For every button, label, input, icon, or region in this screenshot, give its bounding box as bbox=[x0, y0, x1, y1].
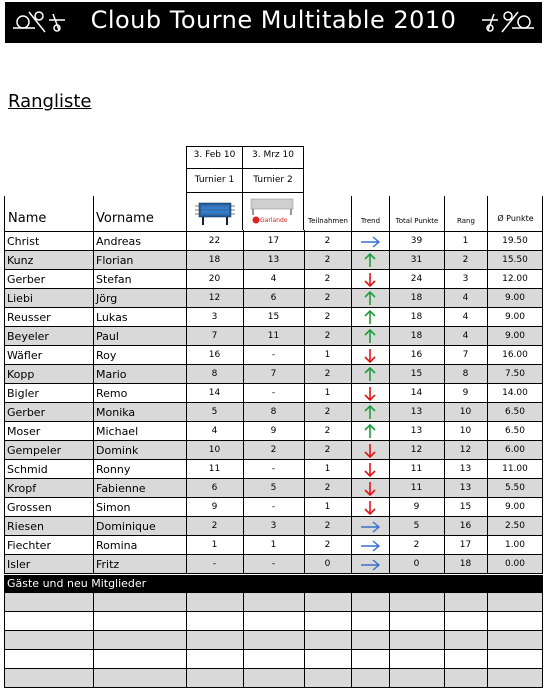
cell-teil: 1 bbox=[324, 502, 331, 512]
col-vorname-header: Vorname bbox=[96, 211, 154, 226]
cell-name: Christ bbox=[7, 235, 40, 248]
empty-row bbox=[4, 650, 543, 669]
cell-t1: 1 bbox=[211, 540, 218, 550]
cell-t2: 3 bbox=[270, 521, 277, 531]
trend-down-arrow-icon bbox=[357, 272, 383, 287]
cell-vorname: Monika bbox=[96, 406, 136, 419]
cell-t1: 10 bbox=[208, 445, 221, 455]
tournament-date: 3. Feb 10 bbox=[193, 150, 236, 160]
garlando-logo-text: Garlando bbox=[260, 217, 288, 224]
cell-t1: 2 bbox=[211, 521, 218, 531]
cell-t1: - bbox=[212, 559, 217, 569]
cell-avg: 14.00 bbox=[502, 388, 528, 398]
trend-down-arrow-icon bbox=[357, 443, 383, 458]
cell-rang: 3 bbox=[462, 274, 469, 284]
cell-t1: 11 bbox=[208, 464, 221, 474]
cell-total: 13 bbox=[410, 426, 423, 436]
cell-t1: 4 bbox=[211, 426, 218, 436]
cell-t2: - bbox=[271, 464, 276, 474]
cell-avg: 11.00 bbox=[502, 464, 528, 474]
cell-total: 5 bbox=[413, 521, 420, 531]
cell-teil: 2 bbox=[324, 331, 331, 341]
cell-teil: 1 bbox=[324, 464, 331, 474]
cell-total: 31 bbox=[410, 255, 423, 265]
trend-up-arrow-icon bbox=[357, 367, 383, 382]
cell-name: Kropf bbox=[7, 482, 37, 495]
cell-total: 11 bbox=[410, 483, 423, 493]
cell-t1: 5 bbox=[211, 407, 218, 417]
cell-t2: 17 bbox=[267, 236, 280, 246]
cell-vorname: Dominique bbox=[96, 520, 156, 533]
cell-teil: 2 bbox=[324, 521, 331, 531]
cell-rang: 7 bbox=[462, 350, 469, 360]
cell-total: 13 bbox=[410, 407, 423, 417]
cell-total: 39 bbox=[410, 236, 423, 246]
cell-rang: 1 bbox=[462, 236, 469, 246]
trend-down-arrow-icon bbox=[357, 348, 383, 363]
cell-t2: - bbox=[271, 559, 276, 569]
cell-name: Bigler bbox=[7, 387, 39, 400]
cell-total: 24 bbox=[410, 274, 423, 284]
cell-rang: 13 bbox=[459, 483, 472, 493]
cell-vorname: Lukas bbox=[96, 311, 128, 324]
cell-rang: 13 bbox=[459, 464, 472, 474]
trend-right-arrow-icon bbox=[357, 538, 383, 553]
empty-row bbox=[4, 593, 543, 612]
cell-teil: 2 bbox=[324, 236, 331, 246]
cell-total: 0 bbox=[413, 559, 420, 569]
cell-vorname: Ronny bbox=[96, 463, 131, 476]
cell-name: Reusser bbox=[7, 311, 51, 324]
cell-name: Gerber bbox=[7, 406, 46, 419]
cell-vorname: Florian bbox=[96, 254, 134, 267]
cell-teil: 2 bbox=[324, 407, 331, 417]
cell-rang: 9 bbox=[462, 388, 469, 398]
cell-t1: 12 bbox=[208, 293, 221, 303]
cell-teil: 2 bbox=[324, 445, 331, 455]
cell-name: Fiechter bbox=[7, 539, 51, 552]
cell-teil: 2 bbox=[324, 312, 331, 322]
trend-up-arrow-icon bbox=[357, 291, 383, 306]
cell-name: Gempeler bbox=[7, 444, 62, 457]
cell-vorname: Remo bbox=[96, 387, 128, 400]
cell-name: Gerber bbox=[7, 273, 46, 286]
empty-row bbox=[4, 612, 543, 631]
cell-vorname: Domink bbox=[96, 444, 139, 457]
trend-right-arrow-icon bbox=[357, 234, 383, 249]
cell-avg: 16.00 bbox=[502, 350, 528, 360]
cell-t2: 9 bbox=[270, 426, 277, 436]
cell-teil: 2 bbox=[324, 255, 331, 265]
cell-t1: 9 bbox=[211, 502, 218, 512]
cell-t1: 3 bbox=[211, 312, 218, 322]
cell-t2: 15 bbox=[267, 312, 280, 322]
page-title: Cloub Tourne Multitable 2010 bbox=[90, 6, 457, 34]
cell-name: Riesen bbox=[7, 520, 44, 533]
cell-teil: 1 bbox=[324, 388, 331, 398]
cell-avg: 1.00 bbox=[504, 540, 526, 550]
cell-avg: 9.00 bbox=[504, 502, 526, 512]
cell-name: Kunz bbox=[7, 254, 34, 267]
cell-t2: 4 bbox=[270, 274, 277, 284]
cell-t1: 7 bbox=[211, 331, 218, 341]
cell-teil: 2 bbox=[324, 483, 331, 493]
cell-vorname: Roy bbox=[96, 349, 117, 362]
cell-vorname: Romina bbox=[96, 539, 138, 552]
cell-total: 18 bbox=[410, 312, 423, 322]
cell-vorname: Simon bbox=[96, 501, 131, 514]
cell-name: Kopp bbox=[7, 368, 35, 381]
cell-avg: 12.00 bbox=[502, 274, 528, 284]
cell-t2: 1 bbox=[270, 540, 277, 550]
cell-total: 2 bbox=[413, 540, 420, 550]
cell-avg: 0.00 bbox=[504, 559, 526, 569]
cell-rang: 16 bbox=[459, 521, 472, 531]
cell-t2: 2 bbox=[270, 445, 277, 455]
cell-avg: 6.50 bbox=[504, 407, 526, 417]
cell-t1: 16 bbox=[208, 350, 221, 360]
cell-teil: 2 bbox=[324, 540, 331, 550]
cell-vorname: Andreas bbox=[96, 235, 141, 248]
tournament-date: 3. Mrz 10 bbox=[252, 150, 294, 160]
trend-up-arrow-icon bbox=[357, 424, 383, 439]
cell-vorname: Paul bbox=[96, 330, 119, 343]
cell-rang: 4 bbox=[462, 293, 469, 303]
cell-rang: 12 bbox=[459, 445, 472, 455]
cell-avg: 9.00 bbox=[504, 331, 526, 341]
cell-avg: 2.50 bbox=[504, 521, 526, 531]
cell-vorname: Jörg bbox=[96, 292, 118, 305]
cell-t2: - bbox=[271, 502, 276, 512]
cell-t1: 8 bbox=[211, 369, 218, 379]
trend-down-arrow-icon bbox=[357, 386, 383, 401]
cell-name: Schmid bbox=[7, 463, 48, 476]
cell-total: 16 bbox=[410, 350, 423, 360]
cell-rang: 10 bbox=[459, 426, 472, 436]
cell-avg: 15.50 bbox=[502, 255, 528, 265]
cell-avg: 5.50 bbox=[504, 483, 526, 493]
cell-name: Wäfler bbox=[7, 349, 43, 362]
cell-name: Moser bbox=[7, 425, 41, 438]
col-name-header: Name bbox=[8, 211, 47, 226]
cell-vorname: Michael bbox=[96, 425, 139, 438]
col-total-header: Total Punkte bbox=[395, 217, 439, 225]
empty-row bbox=[4, 631, 543, 650]
cell-total: 11 bbox=[410, 464, 423, 474]
tournament-label: Turnier 1 bbox=[194, 175, 235, 185]
cell-total: 12 bbox=[410, 445, 423, 455]
trend-down-arrow-icon bbox=[357, 500, 383, 515]
cell-teil: 2 bbox=[324, 274, 331, 284]
cell-rang: 8 bbox=[462, 369, 469, 379]
cell-avg: 6.50 bbox=[504, 426, 526, 436]
cell-rang: 18 bbox=[459, 559, 472, 569]
cell-total: 9 bbox=[413, 502, 420, 512]
cell-t1: 6 bbox=[211, 483, 218, 493]
cell-teil: 2 bbox=[324, 369, 331, 379]
cell-t2: 8 bbox=[270, 407, 277, 417]
col-teilnahmen-header: Teilnahmen bbox=[307, 217, 348, 225]
cell-teil: 0 bbox=[324, 559, 331, 569]
trend-up-arrow-icon bbox=[357, 253, 383, 268]
cell-vorname: Stefan bbox=[96, 273, 132, 286]
cell-t2: 5 bbox=[270, 483, 277, 493]
trend-up-arrow-icon bbox=[357, 405, 383, 420]
cell-avg: 7.50 bbox=[504, 369, 526, 379]
cell-rang: 17 bbox=[459, 540, 472, 550]
cell-t2: 13 bbox=[267, 255, 280, 265]
cell-total: 18 bbox=[410, 331, 423, 341]
tournament-header-1 bbox=[186, 146, 243, 230]
cell-name: Beyeler bbox=[7, 330, 49, 343]
cell-total: 14 bbox=[410, 388, 423, 398]
cell-vorname: Mario bbox=[96, 368, 127, 381]
tournament-header-2 bbox=[243, 146, 304, 230]
cell-t2: 7 bbox=[270, 369, 277, 379]
tournament-label: Turnier 2 bbox=[253, 175, 293, 185]
cell-t1: 20 bbox=[208, 274, 221, 284]
trend-right-arrow-icon bbox=[357, 557, 383, 572]
cell-rang: 15 bbox=[459, 502, 472, 512]
cell-total: 18 bbox=[410, 293, 423, 303]
cell-total: 15 bbox=[410, 369, 423, 379]
cell-t2: 11 bbox=[267, 331, 280, 341]
cell-name: Liebi bbox=[7, 292, 33, 305]
col-avg-header: Ø Punkte bbox=[497, 214, 534, 223]
foosball-player-icon bbox=[478, 6, 538, 38]
cell-vorname: Fabienne bbox=[96, 482, 146, 495]
trend-down-arrow-icon bbox=[357, 481, 383, 496]
cell-t1: 22 bbox=[208, 236, 221, 246]
cell-rang: 4 bbox=[462, 331, 469, 341]
trend-up-arrow-icon bbox=[357, 310, 383, 325]
cell-avg: 19.50 bbox=[502, 236, 528, 246]
cell-teil: 2 bbox=[324, 293, 331, 303]
col-rang-header: Rang bbox=[457, 217, 475, 225]
cell-t1: 18 bbox=[208, 255, 221, 265]
cell-rang: 10 bbox=[459, 407, 472, 417]
cell-rang: 4 bbox=[462, 312, 469, 322]
cell-avg: 6.00 bbox=[504, 445, 526, 455]
cell-t2: 6 bbox=[270, 293, 277, 303]
trend-up-arrow-icon bbox=[357, 329, 383, 344]
cell-t1: 14 bbox=[208, 388, 221, 398]
empty-row bbox=[4, 669, 543, 688]
cell-avg: 9.00 bbox=[504, 293, 526, 303]
cell-teil: 2 bbox=[324, 426, 331, 436]
cell-t2: - bbox=[271, 350, 276, 360]
trend-down-arrow-icon bbox=[357, 462, 383, 477]
cell-name: Grossen bbox=[7, 501, 52, 514]
guests-section-header: Gäste und neu Mitglieder bbox=[4, 575, 543, 593]
cell-avg: 9.00 bbox=[504, 312, 526, 322]
cell-teil: 1 bbox=[324, 350, 331, 360]
col-trend-header: Trend bbox=[360, 217, 381, 225]
cell-vorname: Fritz bbox=[96, 558, 120, 571]
trend-right-arrow-icon bbox=[357, 519, 383, 534]
section-heading: Rangliste bbox=[8, 91, 92, 112]
cell-name: Isler bbox=[7, 558, 31, 571]
cell-rang: 2 bbox=[462, 255, 469, 265]
cell-t2: - bbox=[271, 388, 276, 398]
title-banner bbox=[5, 2, 542, 43]
foosball-table-image bbox=[193, 197, 237, 227]
